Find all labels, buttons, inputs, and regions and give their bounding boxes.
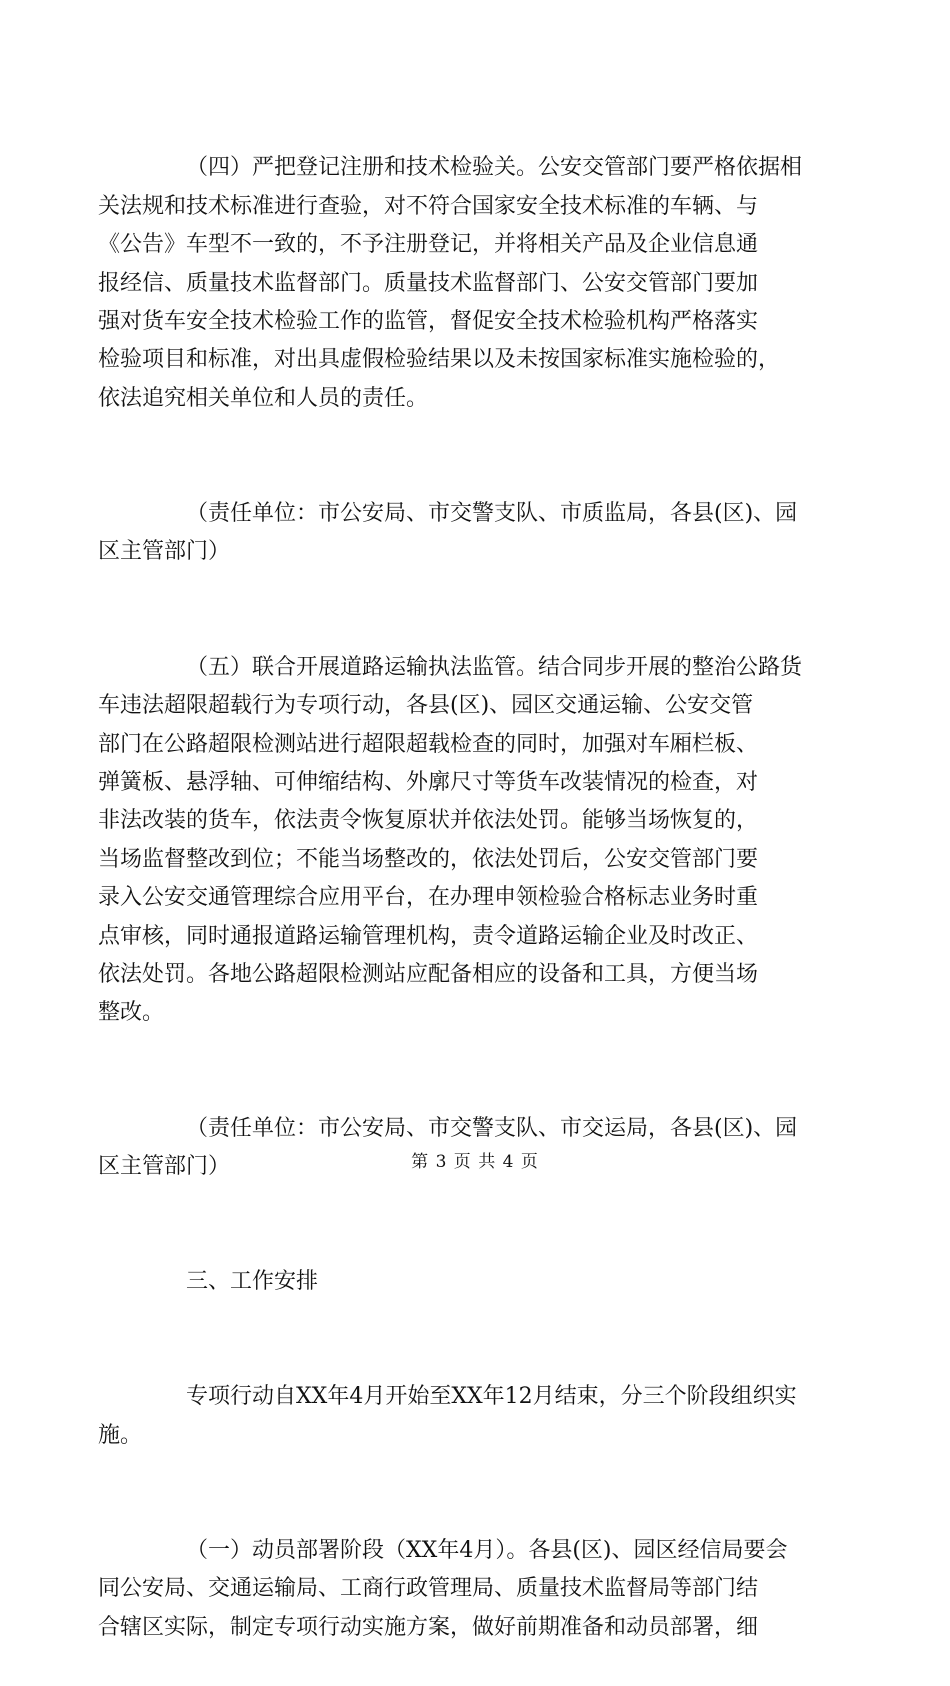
text-line: 同公安局、交通运输局、工商行政管理局、质量技术监督局等部门结 (98, 1576, 759, 1602)
text-line: 弹簧板、悬浮轴、可伸缩结构、外廓尺寸等货车改装情况的检查，对 (98, 769, 759, 795)
text-line: 强对货车安全技术检验工作的监管，督促安全技术检验机构严格落实 (98, 309, 759, 335)
text-line: 三、工作安排 (186, 1269, 319, 1295)
text-line: 依法处罚。各地公路超限检测站应配备相应的设备和工具，方便当场 (98, 961, 759, 987)
text-line: 点审核，同时通报道路运输管理机构，责令道路运输企业及时改正、 (98, 923, 759, 949)
text-line: 区主管部门） (98, 1153, 231, 1179)
text-line: （五）联合开展道路运输执法监管。结合同步开展的整治公路货 (186, 654, 803, 680)
page-number-footer: 第 3 页 共 4 页 (411, 1152, 539, 1172)
text-line: 当场监督整改到位；不能当场整改的，依法处罚后，公安交管部门要 (98, 846, 759, 872)
paragraph-schedule (98, 1340, 810, 1494)
text-line: 关法规和技术标准进行查验，对不符合国家安全技术标准的车辆、与 (98, 193, 759, 219)
text-line: 依法追究相关单位和人员的责任。 (98, 385, 429, 411)
text-line: 部门在公路超限检测站进行超限超载检查的同时，加强对车厢栏板、 (98, 731, 759, 757)
document-body (98, 111, 810, 1686)
paragraph-responsible-units-1 (98, 457, 810, 611)
text-line: （一）动员部署阶段（XX年4月）。各县(区)、园区经信局要会 (186, 1538, 788, 1564)
text-line: 施。 (98, 1422, 143, 1448)
text-line: 合辖区实际，制定专项行动实施方案，做好前期准备和动员部署，细 (98, 1614, 759, 1640)
paragraph-mobilization-stage (98, 1494, 810, 1686)
section-heading-work-arrangement (142, 1225, 810, 1340)
text-line: （四）严把登记注册和技术检验关。公安交管部门要严格依据相 (186, 155, 803, 181)
text-line: 检验项目和标准，对出具虚假检验结果以及未按国家标准实施检验的， (98, 347, 781, 373)
text-line: 录入公安交通管理综合应用平台，在办理申领检验合格标志业务时重 (98, 885, 759, 911)
paragraph-joint-enforcement (98, 610, 810, 1071)
text-line: （责任单位：市公安局、市交警支队、市质监局，各县(区)、园 (186, 501, 798, 527)
text-line: 区主管部门） (98, 539, 231, 565)
text-line: 整改。 (98, 1000, 165, 1026)
paragraph-responsible-units-2 (98, 1071, 810, 1225)
text-line: 报经信、质量技术监督部门。质量技术监督部门、公安交管部门要加 (98, 270, 759, 296)
text-line: 专项行动自XX年4月开始至XX年12月结束，分三个阶段组织实 (186, 1384, 797, 1410)
text-line: 非法改装的货车，依法责令恢复原状并依法处罚。能够当场恢复的， (98, 808, 759, 834)
text-line: （责任单位：市公安局、市交警支队、市交运局，各县(区)、园 (186, 1115, 798, 1141)
text-line: 车违法超限超载行为专项行动，各县(区)、园区交通运输、公安交管 (98, 693, 754, 719)
paragraph-registration-inspection (98, 111, 810, 457)
text-line: 《公告》车型不一致的，不予注册登记，并将相关产品及企业信息通 (98, 232, 759, 258)
